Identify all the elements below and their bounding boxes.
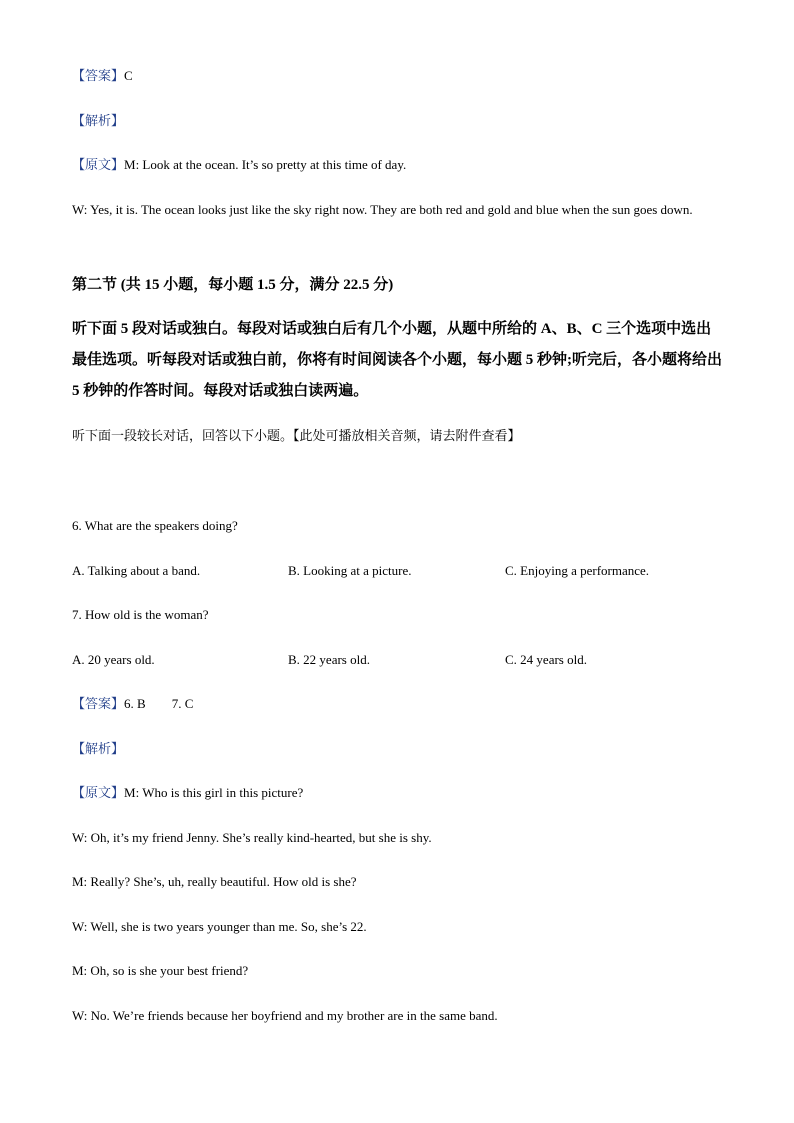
transcript-line: M: Oh, so is she your best friend? [72, 963, 249, 978]
transcript-line: W: No. We’re friends because her boyfriend and my brother are in the same band. [72, 1008, 498, 1023]
answer-tag: 【答案】 [72, 696, 125, 711]
section-instructions: 听下面 5 段对话或独白。每段对话或独白后有几个小题，从题中所给的 A、B、C 三个选项中选出最佳选项。听每段对话或独白前，你将有时间阅读各个小题，每小题 5 秒钟;听完后，各小题将给出 5 秒钟的作答时间。每段对话或独白读两遍。 [72, 321, 722, 399]
answer-value: 6. B [124, 696, 146, 711]
transcript-line: W: Yes, it is. The ocean looks just like the sky right now. They are both red and gold and blue when the sun goes down. [72, 202, 693, 217]
transcript-line: M: Really? She’s, uh, really beautiful. How old is she? [72, 874, 357, 889]
transcript-line: W: Oh, it’s my friend Jenny. She’s really kind-hearted, but she is shy. [72, 830, 432, 845]
answer-tag: 【答案】 [72, 68, 125, 83]
question-6-option-b: B. Looking at a picture. [288, 563, 412, 578]
answer-line-5 [72, 68, 133, 84]
answer-value: 7. C [171, 696, 194, 711]
original-line-5 [72, 157, 406, 173]
question-6-option-c: C. Enjoying a performance. [505, 563, 650, 578]
listen-note: 听下面一段较长对话，回答以下小题。【此处可播放相关音频，请去附件查看】 [72, 428, 521, 443]
original-tag: 【原文】 [72, 157, 125, 172]
question-6-stem: 6. What are the speakers doing? [72, 518, 238, 533]
question-7-option-b: B. 22 years old. [288, 652, 370, 667]
analysis-line-5 [72, 113, 124, 129]
analysis-tag: 【解析】 [72, 113, 125, 128]
question-7-stem: 7. How old is the woman? [72, 607, 209, 622]
transcript-line: W: Well, she is two years younger than me. So, she’s 22. [72, 919, 367, 934]
original-line-6-7 [72, 785, 303, 801]
transcript-line: M: Who is this girl in this picture? [124, 785, 304, 800]
question-7-option-c: C. 24 years old. [505, 652, 587, 667]
answer-line-6-7 [72, 696, 193, 712]
section-title: 第二节 (共 15 小题，每小题 1.5 分，满分 22.5 分) [72, 277, 394, 293]
question-6-option-a: A. Talking about a band. [72, 563, 201, 578]
analysis-line-6-7 [72, 741, 124, 757]
question-7-option-a: A. 20 years old. [72, 652, 155, 667]
transcript-line: M: Look at the ocean. It’s so pretty at this time of day. [124, 157, 407, 172]
answer-value: C [124, 68, 133, 83]
original-tag: 【原文】 [72, 785, 125, 800]
analysis-tag: 【解析】 [72, 741, 125, 756]
